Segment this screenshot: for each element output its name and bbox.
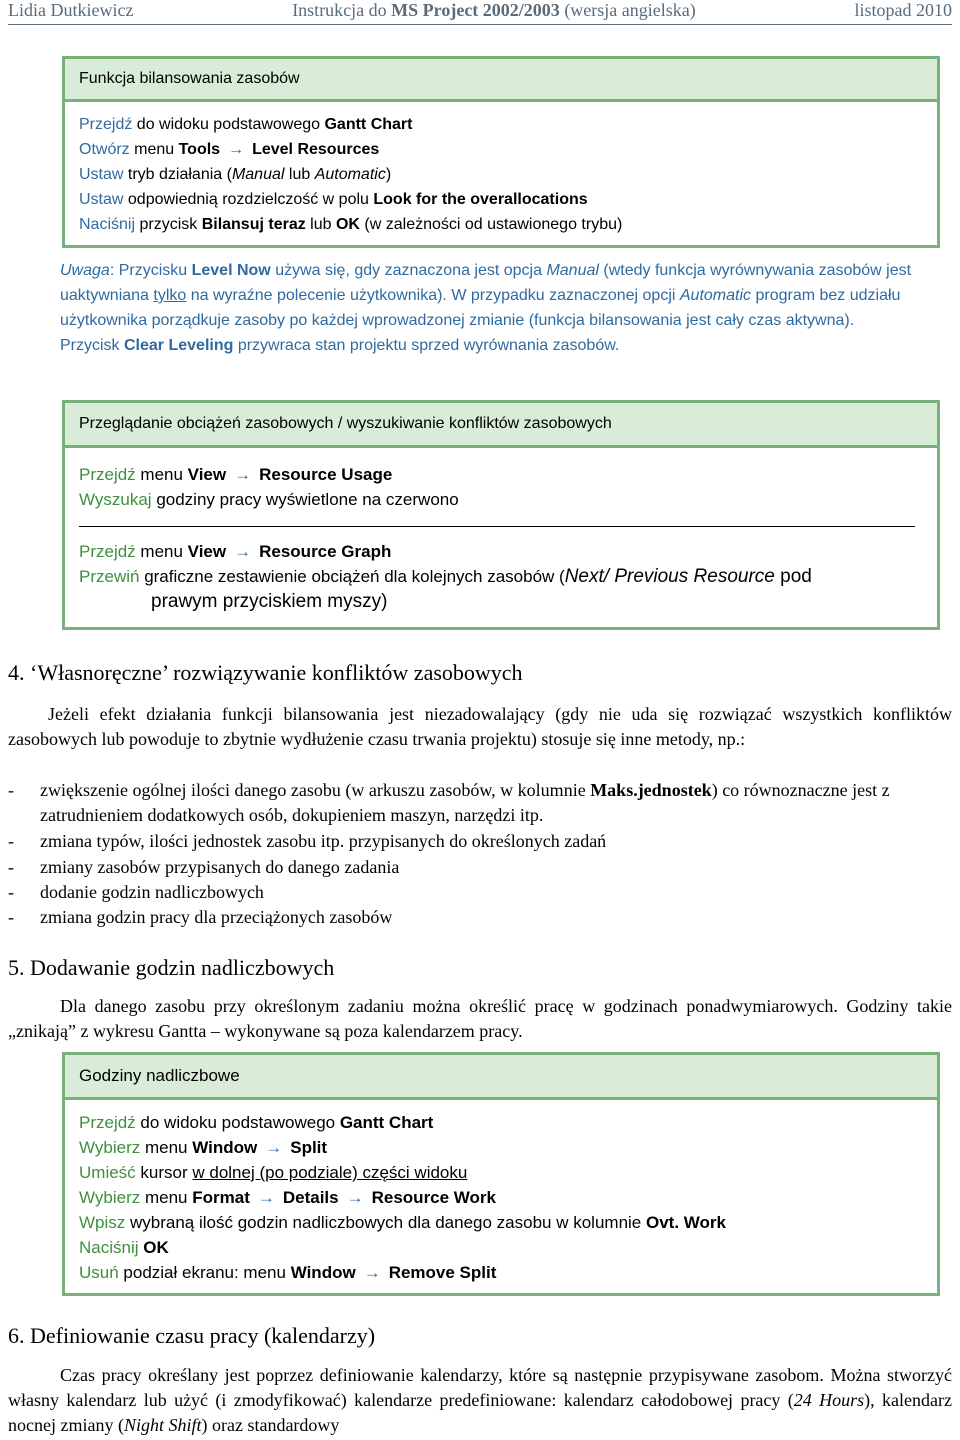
step-line: Przejdź menu View → Resource Usage <box>79 465 393 484</box>
list-item: - zmiana typów, ilości jednostek zasobu itp. przypisanych do określonych zadań <box>8 831 607 851</box>
list-item: - zmiana godzin pracy dla przeciążonych zasobów <box>8 907 393 927</box>
arrow-icon: → <box>257 1188 275 1207</box>
step-line: Wybierz menu Window → Split <box>79 1138 328 1157</box>
overtime-box <box>62 1052 940 1296</box>
step-line: Otwórz menu Tools → Level Resources <box>79 141 380 158</box>
step-line: Usuń podział ekranu: menu Window → Remove Split <box>79 1263 497 1282</box>
arrow-icon: → <box>234 542 252 561</box>
arrow-icon: → <box>346 1188 364 1207</box>
step-line: Wpisz wybraną ilość godzin nadliczbowych dla danego zasobu w kolumnie Ovt. Work <box>79 1213 726 1232</box>
header-date: listopad 2010 <box>854 0 952 20</box>
step-line-cont: prawym przyciskiem myszy) <box>151 591 388 612</box>
list-item: - zwiększenie ogólnej ilości danego zasobu (w arkuszu zasobów, w kolumnie Maks.jednostek) co równoznaczne jest z zatrudnieniem dodatkowych osób, dokupieniem maszyn, narzędzi itp. <box>8 780 890 825</box>
header-title: Instrukcja do MS Project 2002/2003 (wersja angielska) <box>292 0 696 20</box>
arrow-icon: → <box>234 465 252 484</box>
arrow-icon: → <box>228 141 245 158</box>
leveling-box-title: Funkcja bilansowania zasobów <box>65 59 937 102</box>
overtime-box-title: Godziny nadliczbowe <box>65 1055 937 1100</box>
section-6-paragraph: Czas pracy określany jest poprzez definiowanie kalendarzy, które są następnie przypisywane zasobom. Można stworzyć własny kalendarz lub użyć (i zmodyfikować) kalendarze predefiniowane: kalendarz całodobowej pracy (24 Hours), kalendarz nocnej zmiany (Night Shift) oraz standardowy <box>8 1365 952 1435</box>
workload-box <box>62 400 940 630</box>
step-line: Naciśnij OK <box>79 1238 169 1257</box>
step-line: Wyszukaj godziny pracy wyświetlone na czerwono <box>79 490 459 509</box>
section-6-heading: 6. Definiowanie czasu pracy (kalendarzy) <box>8 1323 376 1348</box>
step-line: Naciśnij przycisk Bilansuj teraz lub OK (w zależności od ustawionego trybu) <box>79 216 623 233</box>
section-4-heading: 4. ‘Własnoręczne’ rozwiązywanie konfliktów zasobowych <box>8 660 523 685</box>
section-5-paragraph: Dla danego zasobu przy określonym zadaniu można określić pracę w godzinach ponadwymiarowych. Godziny takie „znikają” z wykresu Gantta – wykonywane są poza kalendarzem pracy. <box>8 996 952 1041</box>
arrow-icon: → <box>363 1263 381 1282</box>
step-line: Umieść kursor w dolnej (po podziale) części widoku <box>79 1163 468 1182</box>
leveling-box <box>62 56 940 248</box>
step-line: Ustaw tryb działania (Manual lub Automatic) <box>79 166 392 183</box>
section-5-heading: 5. Dodawanie godzin nadliczbowych <box>8 955 335 980</box>
divider <box>79 526 915 527</box>
step-line: Wybierz menu Format → Details → Resource Work <box>79 1188 497 1207</box>
step-line: Przewiń graficzne zestawienie obciążeń dla kolejnych zasobów (Next/ Previous Resource pod <box>79 566 812 587</box>
list-item: - zmiany zasobów przypisanych do danego zadania <box>8 857 400 877</box>
step-line: Ustaw odpowiednią rozdzielczość w polu Look for the overallocations <box>79 191 588 208</box>
workload-box-title: Przeglądanie obciążeń zasobowych / wyszukiwanie konfliktów zasobowych <box>65 403 937 448</box>
level-now-note: Uwaga: Przycisku Level Now używa się, gdy zaznaczona jest opcja Manual (wtedy funkcja wyrównywania zasobów jest uaktywniana tylko na wyraźne polecenie użytkownika). W przypadku zaznaczonej opcji Automatic program bez udziału użytkownika porządkuje zasoby po każdej wprowadzonej zmianie (funkcja bilansowania jest cały czas aktywna). Przycisk Clear Leveling przywraca stan projektu sprzed wyrównania zasobów. <box>60 262 912 354</box>
step-line: Przejdź do widoku podstawowego Gantt Chart <box>79 1113 434 1132</box>
step-line: Przejdź menu View → Resource Graph <box>79 542 392 561</box>
step-line: Przejdź do widoku podstawowego Gantt Chart <box>79 116 413 133</box>
page-header <box>8 0 952 25</box>
section-4-paragraph: Jeżeli efekt działania funkcji bilansowania jest niezadowalający (gdy nie uda się rozwiązać wszystkich konfliktów zasobowych lub powoduje to zbytnie wydłużenie czasu trwania projektu) stosuje się inne metody, np.: <box>8 704 952 749</box>
header-author: Lidia Dutkiewicz <box>8 0 134 20</box>
list-item: - dodanie godzin nadliczbowych <box>8 882 264 902</box>
arrow-icon: → <box>265 1138 283 1157</box>
